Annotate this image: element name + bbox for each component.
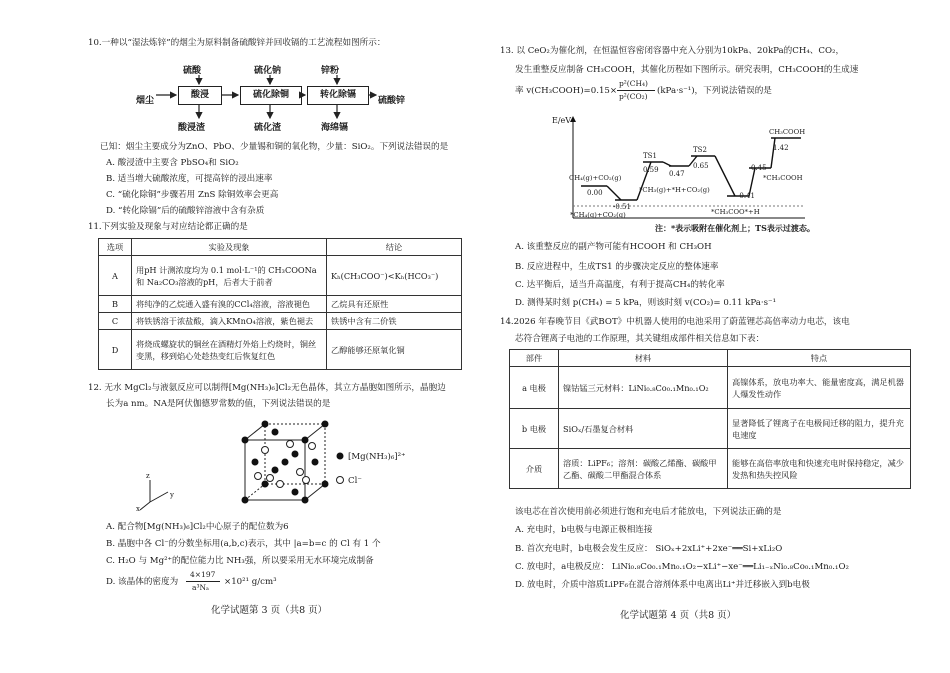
level-value-7: 0.45 [751,164,767,172]
q14-row-material: SiOₓ/石墨复合材料 [559,409,728,449]
y-axis-label: E/eV [552,116,572,125]
flow-reagent-3: 锌粉 [321,66,340,76]
q10-option-a: A. 酸浸渣中主要含 PbSO₄和 SiO₂ [106,158,239,168]
q14-table [509,349,911,489]
table-row [510,409,911,449]
rate-numerator: p²(CH₄) [619,79,648,88]
q11-row-option: A [99,256,132,296]
q14-header-feature: 特点 [728,350,911,367]
q14-row-part: 介质 [510,449,559,489]
table-row [99,330,462,370]
q12-legend-mg: [Mg(NH₃)₆]²⁺ [348,452,406,462]
level-value-ts2: 0.65 [693,162,709,170]
table-row [99,313,462,330]
q14-after: 该电芯在首次使用前必须进行饱和充电后才能放电，下列说法正确的是 [515,507,782,517]
q11-row-conclusion: Kₕ(CH₃COO⁻)<Kₕ(HCO₃⁻) [327,256,462,296]
level-label-7: *CH₃COOH [763,174,803,182]
q13-line1: 13. 以 CeO₂为催化剂，在恒温恒容密闭容器中充入分别为10kPa、20kPa的CH₄、CO₂， [500,46,845,56]
level-value-ts1: 0.59 [643,166,659,174]
q13-option-b: B. 反应进程中，生成TS1 的步骤决定反应的整体速率 [515,262,719,272]
q11-row-conclusion: 乙醇能够还原氧化铜 [327,330,462,370]
flow-reagent-2: 硫化钠 [254,66,282,76]
flow-box-2: 硫化除铜 [240,86,302,105]
q10-option-d: D. “转化除镉”后的硫酸锌溶液中含有杂质 [106,206,265,216]
level-value-1: 0.00 [587,189,603,197]
flow-output: 硫酸锌 [378,96,406,106]
table-row [510,367,911,409]
table-row [99,256,462,296]
q12-stem-line2: 长为a nm。NA是阿伏伽德罗常数的值，下列说法错误的是 [106,399,331,409]
q11-row-option: D [99,330,132,370]
flow-box-1: 酸浸 [178,86,222,105]
flow-input: 烟尘 [136,96,155,106]
q11-row-experiment: 将烧成螺旋状的铜丝在酒精灯外焰上灼烧时，铜丝变黑，移到焰心处趁热变红后恢复红色 [132,330,327,370]
density-numerator: 4×197 [190,570,216,579]
q11-row-conclusion: 铁锈中含有二价铁 [327,313,462,330]
table-row [510,449,911,489]
q14-line1: 14.2026 年春晚节目《武BOT》中机器人使用的电池采用了蔚蓝锂芯高倍率动力电芯，该电 [500,317,850,327]
q13-option-a: A. 该重整反应的副产物可能有HCOOH 和 CH₃OH [515,242,712,252]
level-value-2: -0.51 [613,203,631,211]
flow-residue-1: 酸浸渣 [178,123,206,133]
q14-row-material: 溶质：LiPF₆；溶剂：碳酸乙烯酯、碳酸甲乙酯、碳酸二甲酯混合体系 [559,449,728,489]
q12-axis-x: x [136,505,140,513]
q14-row-feature: 显著降低了锂离子在电极间迁移的阻力，提升充电速度 [728,409,911,449]
level-value-8: 1.42 [773,144,789,152]
q11-table [98,238,462,370]
level-label-4: *CH₃(g)+*H+CO₂(g) [639,186,710,194]
q12-option-a: A. 配合物[Mg(NH₃)₆]Cl₂中心原子的配位数为6 [106,522,289,532]
q14-option-d: D. 放电时，介质中溶质LiPF₆在混合溶剂体系中电离出Li⁺并迁移嵌入到b电极 [515,580,810,590]
q14-option-c: C. 放电时，a电极反应： LiNi₀.₈Co₀.₁Mn₀.₁O₂−xLi⁺−xe⁻══Li₁₋ₓNi₀.₈Co₀.₁Mn₀.₁O₂ [515,562,849,572]
flow-arrows [0,0,475,140]
level-label-ts2: TS2 [693,146,707,154]
q11-row-experiment: 用pH 计测浓度均为 0.1 mol·L⁻¹的 CH₃COONa和 Na₂CO₃溶液的pH，后者大于前者 [132,256,327,296]
density-denominator: a³Nₐ [192,583,209,592]
level-value-6: -0.41 [737,192,755,200]
q14-line2: 芯符合锂离子电池的工作原理，其关键组成部件相关信息如下表： [515,334,765,344]
q14-row-feature: 高镍体系，放电功率大、能量密度高，满足机器人爆发性动作 [728,367,911,409]
bottom-label-2: *CH₃COO*+H [711,208,760,216]
q11-stem: 11.下列实验及现象与对应结论都正确的是 [88,222,248,232]
right-column [475,0,950,673]
level-label-1: CH₄(g)+CO₂(g) [569,174,622,182]
bottom-label-1: *CH₄(g)+CO₂(g) [570,211,626,219]
level-label-8: CH₃COOH [769,128,806,136]
q11-row-experiment: 将铁锈溶于浓盐酸，滴入KMnO₄溶液，紫色褪去 [132,313,327,330]
level-label-ts1: TS1 [643,152,657,160]
q14-header-part: 部件 [510,350,559,367]
rate-denominator: p²(CO₂) [619,92,648,101]
q13-option-d: D. 测得某时刻 p(CH₄) = 5 kPa，则该时刻 v(CO₂)= 0.11 kPa·s⁻¹ [515,298,777,308]
level-value-4: 0.47 [669,170,685,178]
q12-axis-y: y [170,491,174,499]
q13-line3a: 率 v(CH₃COOH)=0.15× [515,86,618,96]
q11-row-conclusion: 乙烷具有还原性 [327,296,462,313]
q12-option-c: C. H₂O 与 Mg²⁺的配位能力比 NH₃强，所以要采用无水环境完成制备 [106,556,374,566]
q11-row-experiment: 将纯净的乙烷通入盛有溴的CCl₄溶液，溶液褪色 [132,296,327,313]
q14-header-material: 材料 [559,350,728,367]
q11-header-experiment: 实验及现象 [132,239,327,256]
flow-box-3: 转化除镉 [307,86,369,105]
q13-line3b: (kPa·s⁻¹)，下列说法错误的是 [657,86,772,96]
q13-line2: 发生重整反应制备 CH₃COOH，其催化历程如下图所示。研究表明，CH₃COOH的生成速 [515,65,859,75]
q14-row-feature: 能够在高倍率放电和快速充电时保持稳定，减少发热和热失控风险 [728,449,911,489]
q10-stem: 10.一种以“湿法炼锌”的烟尘为原料制备硫酸锌并回收镉的工艺流程如图所示： [88,38,386,48]
flow-reagent-1: 硫酸 [183,66,202,76]
flow-residue-3: 海绵镉 [321,123,349,133]
page-footer-right: 化学试题第 4 页（共8 页） [620,610,737,621]
q12-crystal-figure [130,414,430,514]
q12-axis-z: z [146,472,150,480]
q11-row-option: C [99,313,132,330]
q13-option-c: C. 达平衡后，适当升高温度，有利于提高CH₄的转化率 [515,280,725,290]
q14-row-part: a 电极 [510,367,559,409]
q10-known: 已知：烟尘主要成分为ZnO、PbO、少量锡和铜的氧化物，少量：SiO₂。下列说法错误的是 [100,142,449,152]
q14-option-b: B. 首次充电时，b电极会发生反应： SiOₓ+2xLi⁺+2xe⁻══Si+xLi₂O [515,544,783,554]
q11-header-conclusion: 结论 [327,239,462,256]
q14-row-material: 镍钴锰三元材料：LiNi₀.₈Co₀.₁Mn₀.₁O₂ [559,367,728,409]
q12-option-b: B. 晶胞中各 Cl⁻的分数坐标用(a,b,c)表示，其中 |a=b=c 的 Cl 有 1 个 [106,539,381,549]
q12-option-d: D. 该晶体的密度为 [106,577,179,587]
table-row [99,296,462,313]
density-units: ×10²¹ g/cm³ [224,577,277,587]
q11-row-option: B [99,296,132,313]
page-footer-left: 化学试题第 3 页（共8 页） [211,605,328,616]
q14-row-part: b 电极 [510,409,559,449]
q13-chart-note: 注：*表示吸附在催化剂上；TS表示过渡态。 [655,223,815,233]
q10-option-c: C. “硫化除铜”步骤若用 ZnS 除铜效率会更高 [106,190,279,200]
q10-option-b: B. 适当增大硫酸浓度，可提高锌的浸出速率 [106,174,273,184]
flow-residue-2: 硫化渣 [254,123,282,133]
q11-header-option: 选项 [99,239,132,256]
q14-option-a: A. 充电时，b电极与电源正极相连接 [515,525,653,535]
q12-legend-cl: Cl⁻ [348,476,362,486]
q12-stem-line1: 12. 无水 MgCl₂与液氨反应可以制得[Mg(NH₃)₆]Cl₂无色晶体，其立方晶胞如图所示，晶胞边 [88,383,446,393]
